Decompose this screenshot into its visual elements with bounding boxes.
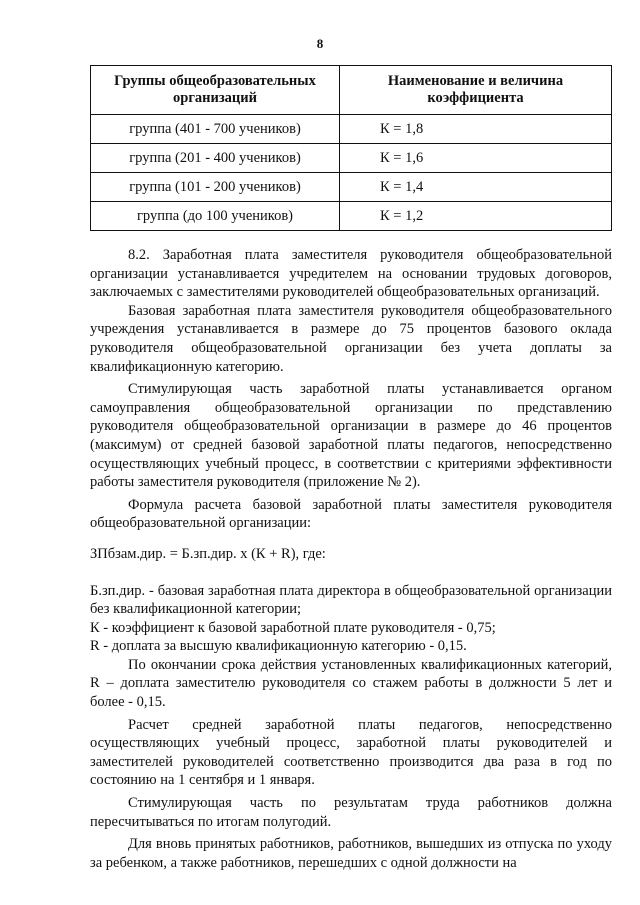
coefficient-table — [90, 65, 612, 231]
header-groups: Группы общеобразовательных организаций — [91, 66, 340, 115]
group-cell: группа (401 - 700 учеников) — [91, 115, 340, 144]
paragraph-recalculation: Стимулирующая часть по результатам труда работников должна пересчитываться по итогам полугодий. — [90, 795, 612, 830]
paragraph-base-salary: Базовая заработная плата заместителя руководителя общеобразовательного учреждения устанавливается в размере до 75 процентов базового оклада руководителя общеобразовательной организации без учета доплаты за квалификационную категорию. — [90, 302, 612, 375]
paragraph-8-2: 8.2. Заработная плата заместителя руководителя общеобразовательной организации устанавливается учредителем на основании трудовых договоров, заключаемых с заместителями руководителей общеобразовательных организаций. — [90, 247, 612, 301]
table-row — [91, 202, 612, 231]
paragraph-average-salary: Расчет средней заработной платы педагогов, непосредственно осуществляющих учебный процесс, заработной платы руководителей и заместителей руководителей соответственно производится два раза в год по состоянию на 1 сентября и 1 января. — [90, 716, 612, 789]
header-coefficient: Наименование и величина коэффициента — [340, 66, 612, 115]
coefficient-cell: К = 1,8 — [340, 115, 612, 144]
paragraph-category-expiry: По окончании срока действия установленных квалификационных категорий, R – доплата заместителю руководителя со стажем работы в должности 5 лет и более - 0,15. — [90, 656, 612, 711]
coefficient-cell: К = 1,6 — [340, 144, 612, 173]
salary-formula: ЗПбзам.дир. = Б.зп.дир. х (К + R), где: — [90, 545, 326, 562]
document-body — [90, 246, 612, 872]
coefficient-cell: К = 1,4 — [340, 173, 612, 202]
definition-r: R - доплата за высшую квалификационную категорию - 0,15. — [90, 638, 467, 655]
coefficient-cell: К = 1,2 — [340, 202, 612, 231]
paragraph-stimulating-part: Стимулирующая часть заработной платы устанавливается органом самоуправления общеобразовательной организации по представлению руководителя общеобразовательной организации в размере до 46 процентов (максимум) от средней базовой заработной платы педагогов, непосредственно осуществляющих учебный процесс, в соответствии с критериями эффективности работы заместителя руководителя (приложение № 2). — [90, 381, 612, 491]
table-row — [91, 115, 612, 144]
group-cell: группа (101 - 200 учеников) — [91, 173, 340, 202]
group-cell: группа (201 - 400 учеников) — [91, 144, 340, 173]
definition-base-salary: Б.зп.дир. - базовая заработная плата директора в общеобразовательной организации без квалификационной категории; — [90, 582, 612, 618]
group-cell: группа (до 100 учеников) — [91, 202, 340, 231]
table-row — [91, 173, 612, 202]
paragraph-new-employees: Для вновь принятых работников, работников, вышедших из отпуска по уходу за ребенком, а также работников, перешедших с одной должности на — [90, 836, 612, 871]
table-header-row — [91, 66, 612, 115]
table-row — [91, 144, 612, 173]
page-number: 8 — [316, 36, 324, 51]
paragraph-formula-intro: Формула расчета базовой заработной платы заместителя руководителя общеобразовательной организации: — [90, 496, 612, 532]
definition-k: К - коэффициент к базовой заработной плате руководителя - 0,75; — [90, 619, 496, 636]
